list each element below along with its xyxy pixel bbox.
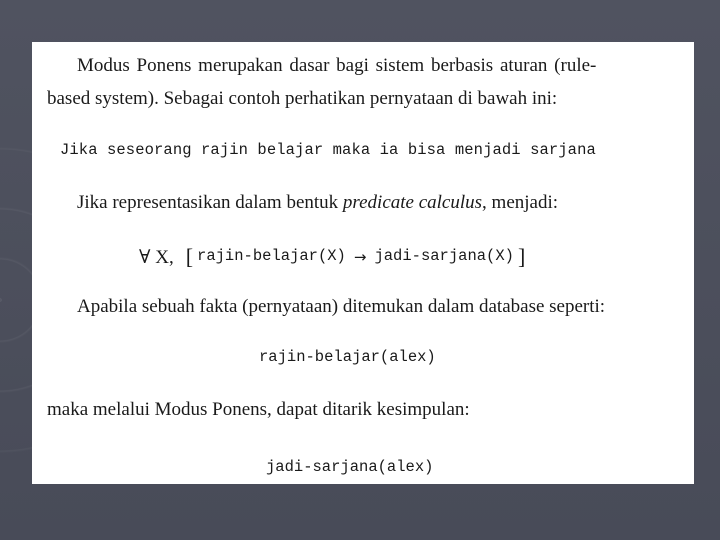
implication-arrow: → xyxy=(353,247,367,266)
rule-statement: Jika seseorang rajin belajar maka ia bisa menjadi sarjana xyxy=(60,141,596,159)
predicate-formula xyxy=(139,246,529,268)
paragraph-intro-line1: Modus Ponens merupakan dasar bagi sistem berbasis aturan (rule- xyxy=(77,55,597,76)
paragraph-intro-line2: based system). Sebagai contoh perhatikan pernyataan di bawah ini: xyxy=(47,88,558,109)
forall-quantifier: ∀ X, xyxy=(139,246,174,268)
formula-consequent: jadi-sarjana(X) xyxy=(374,247,514,266)
formula-close-bracket: ] xyxy=(517,244,526,269)
paragraph-representation xyxy=(77,193,558,212)
representation-prefix: Jika representasikan dalam bentuk xyxy=(77,192,343,213)
document-panel xyxy=(32,42,694,484)
representation-term: predicate calculus xyxy=(342,192,483,213)
fact-statement: rajin-belajar(alex) xyxy=(259,348,436,366)
paragraph-conclusion-intro: maka melalui Modus Ponens, dapat ditarik kesimpulan: xyxy=(47,399,470,420)
formula-open-bracket: [ xyxy=(185,244,194,269)
conclusion-statement: jadi-sarjana(alex) xyxy=(266,458,434,476)
formula-antecedent: rajin-belajar(X) xyxy=(197,247,346,266)
paragraph-fact-intro: Apabila sebuah fakta (pernyataan) ditemukan dalam database seperti: xyxy=(77,296,606,317)
representation-suffix: , menjadi: xyxy=(482,192,559,213)
